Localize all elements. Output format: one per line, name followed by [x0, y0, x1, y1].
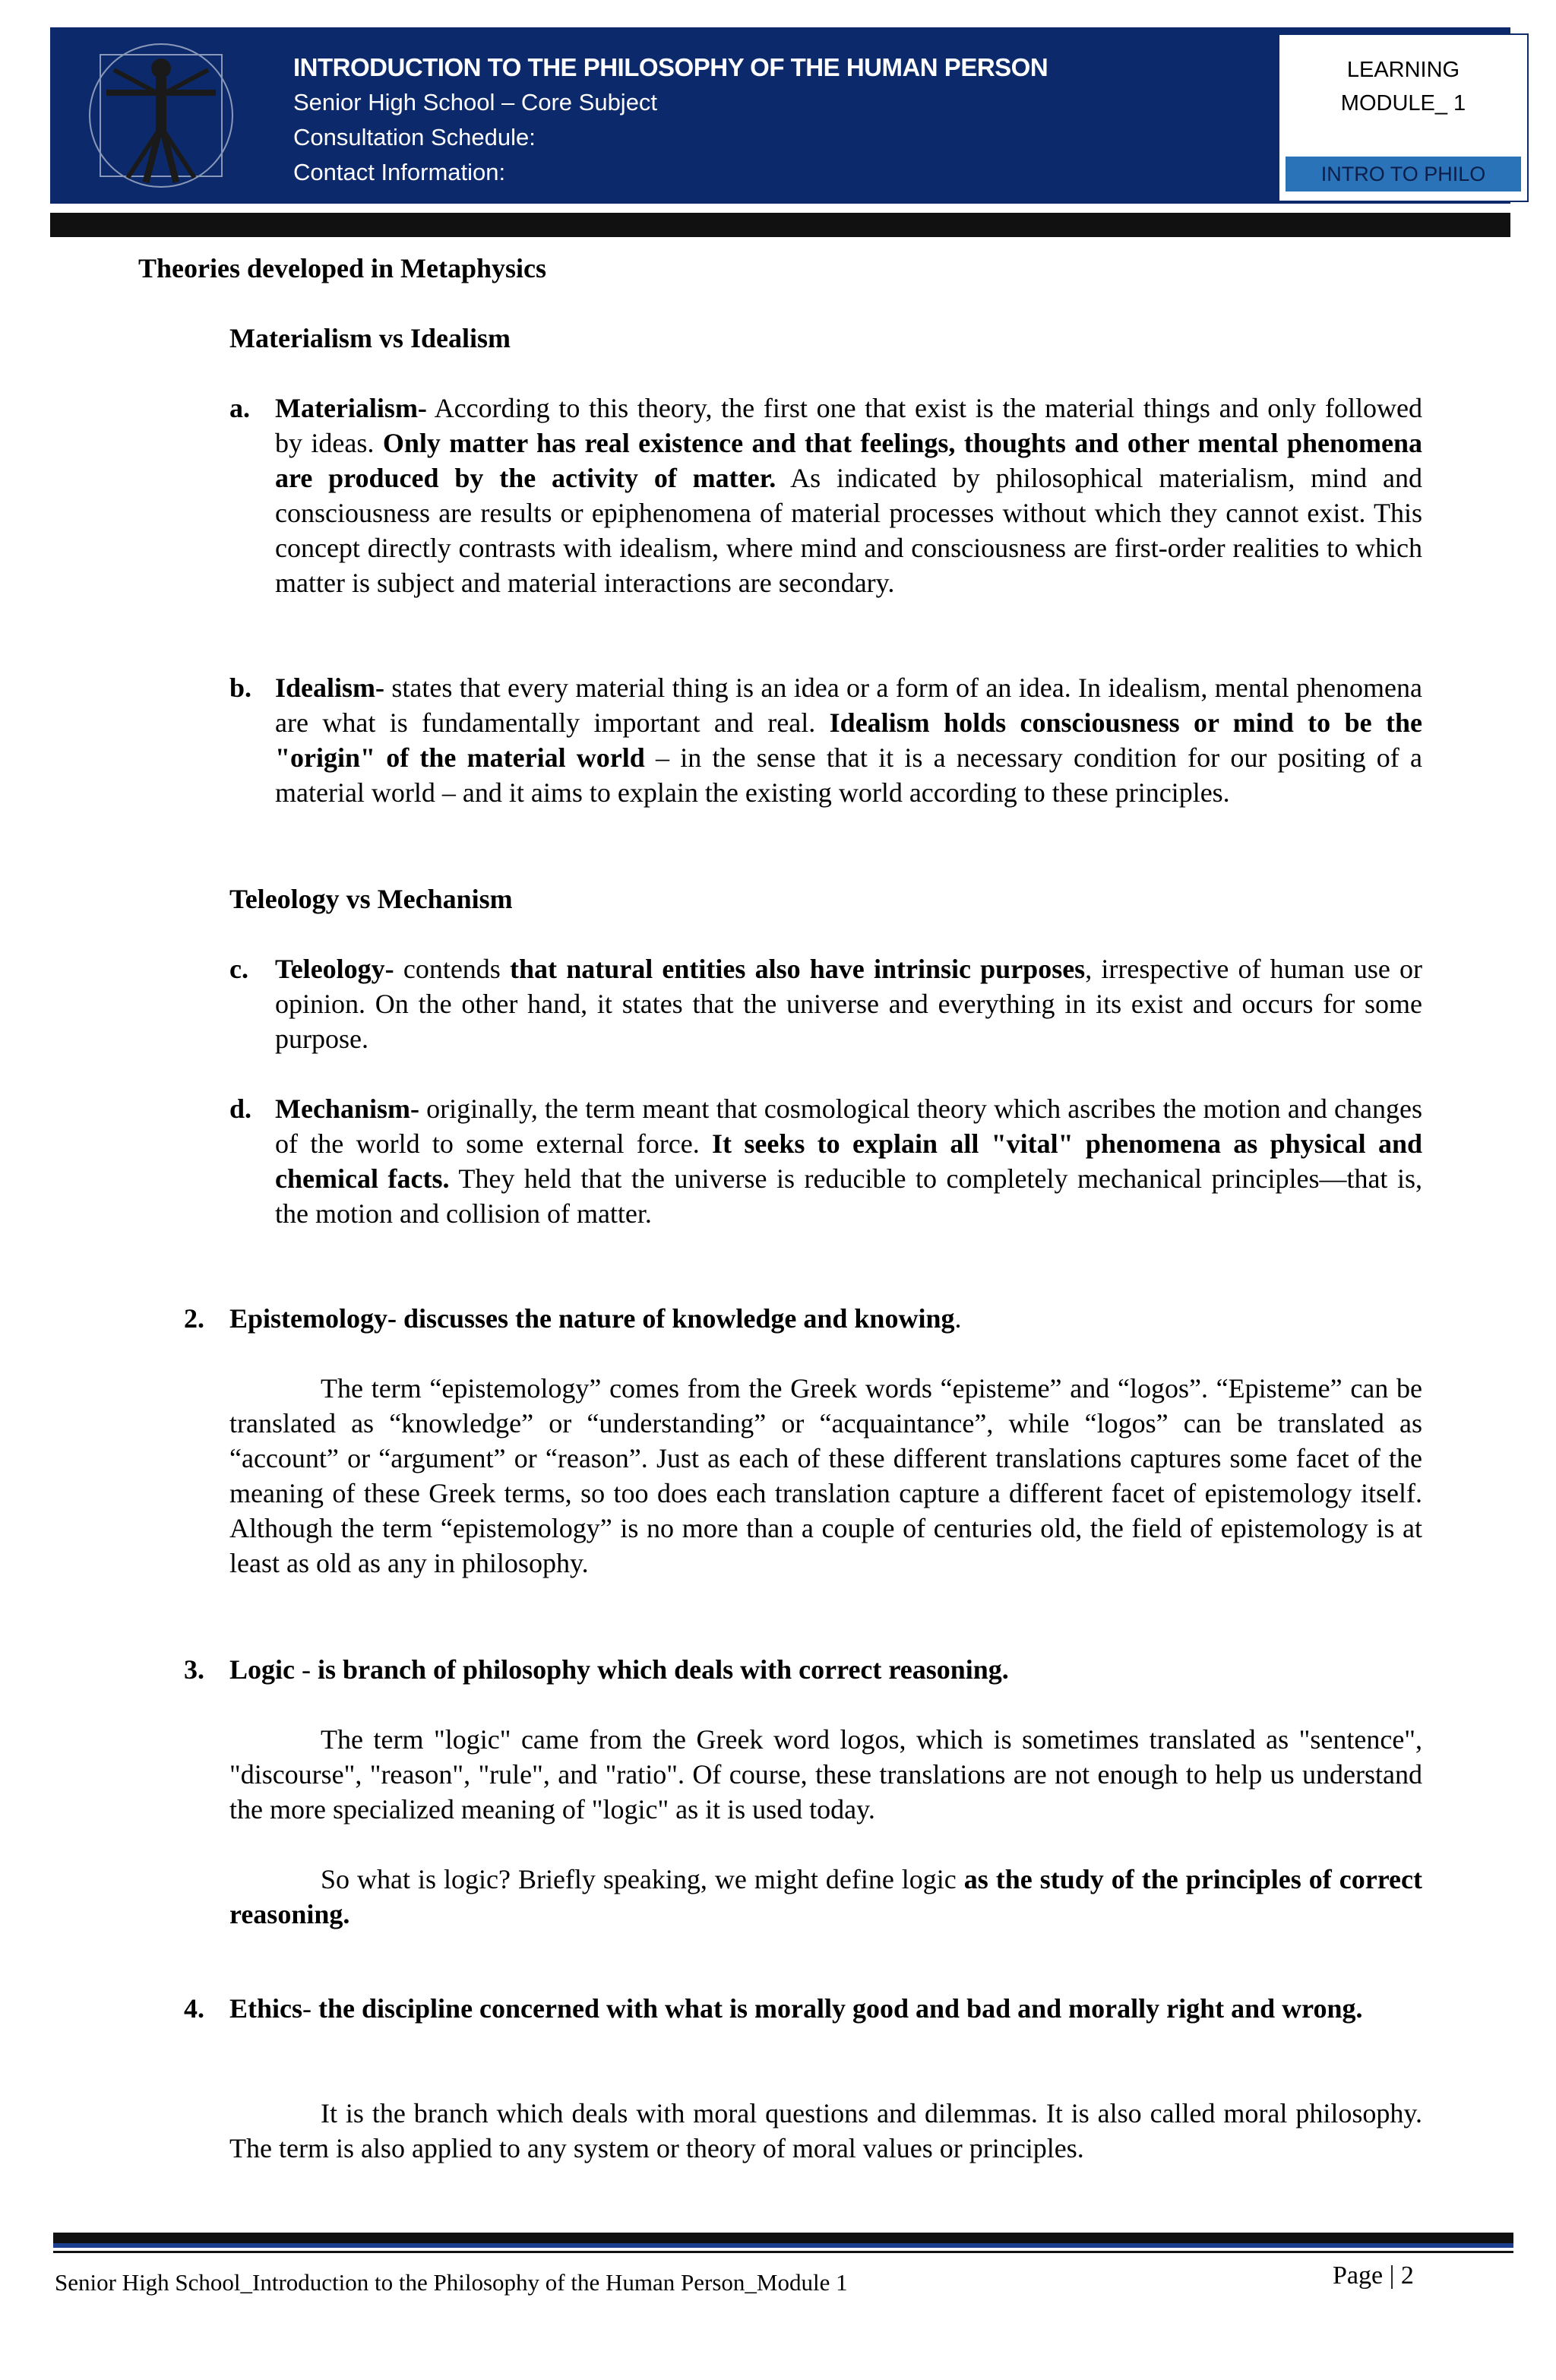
list-item-materialism — [229, 391, 1422, 600]
list-label: c. — [229, 954, 248, 984]
section-heading: Theories developed in Metaphysics — [138, 253, 546, 283]
footer-divider-thin — [53, 2251, 1513, 2253]
header-text — [293, 50, 1048, 190]
list-item-idealism — [229, 670, 1422, 810]
module-header — [50, 27, 1510, 204]
section-title — [229, 1991, 1422, 2026]
text: states that every material thing is an idea or a form of an idea. In idealism, mental phenomena are what is fundamentally important and real. — [275, 673, 1422, 738]
list-label: a. — [229, 393, 250, 423]
list-item-teleology — [229, 951, 1422, 1056]
text: originally, the term meant that cosmological theory which ascribes the motion and changes of the world to some external force. — [275, 1093, 1422, 1159]
subheading-materialism-idealism: Materialism vs Idealism — [229, 323, 511, 353]
text: They held that the universe is reducible to completely mechanical principles—that is, the motion and collision of matter. — [275, 1163, 1422, 1229]
bold-text: as the study of the principles of correct reasoning. — [229, 1864, 1422, 1929]
footer-module-title: Senior High School_Introduction to the Philosophy of the Human Person_Module 1 — [55, 2269, 848, 2296]
text: – in the sense that it is a necessary condition for our positing of a material world – and it aims to explain the existing world according to these principles. — [275, 742, 1423, 808]
text: contends — [394, 954, 511, 984]
bold-text: It seeks to explain all "vital" phenomena as physical and chemical facts. — [275, 1128, 1423, 1194]
module-badge — [1278, 33, 1529, 202]
text: As indicated by philosophical materialism, mind and consciousness are results or epiphenomena of material processes without which they cannot exist. This concept directly contrasts with idealism, where mind and consciousness are first-order realities to which matter is subject and material interactions are secondary. — [275, 463, 1422, 598]
term: Materialism- — [275, 393, 427, 423]
list-body — [275, 670, 1422, 810]
course-title: INTRODUCTION TO THE PHILOSOPHY OF THE HUMAN PERSON — [293, 53, 1048, 81]
badge-line-2: MODULE_ 1 — [1340, 91, 1466, 116]
term: Mechanism- — [275, 1093, 419, 1124]
course-subtitle: Senior High School – Core Subject — [293, 89, 658, 116]
paragraph-logic-2 — [229, 1862, 1422, 1932]
list-label: d. — [229, 1093, 252, 1124]
section-title — [229, 1652, 1422, 1687]
term: Ethics — [229, 1993, 303, 2024]
section-number: 4. — [184, 1993, 204, 2024]
text: According to this theory, the first one that exist is the material things and only followed by ideas. — [275, 393, 1422, 458]
list-body — [275, 951, 1422, 1056]
term: Idealism- — [275, 673, 384, 703]
badge-line-1: LEARNING — [1346, 58, 1460, 82]
list-label: b. — [229, 673, 252, 703]
subheading-teleology-mechanism: Teleology vs Mechanism — [229, 884, 513, 914]
bold-text: Epistemology- discusses the nature of knowledge and knowing — [229, 1303, 955, 1334]
section-number: 3. — [184, 1654, 204, 1685]
bold-text: Idealism holds consciousness or mind to be the "origin" of the material world — [275, 707, 1422, 773]
page-number: Page | 2 — [1333, 2261, 1414, 2290]
list-item-mechanism — [229, 1091, 1422, 1231]
term: Teleology- — [275, 954, 394, 984]
consultation-schedule: Consultation Schedule: — [293, 124, 536, 150]
section-logic — [184, 1652, 1422, 1687]
header-divider-thick — [50, 213, 1510, 237]
bold-text: is branch of philosophy which deals with correct reasoning. — [318, 1654, 1009, 1685]
bold-text: that natural entities also have intrinsic purposes — [510, 954, 1086, 984]
paragraph-epistemology: The term “epistemology” comes from the Greek words “episteme” and “logos”. “Episteme” can be translated as “knowledge” or “understanding” or “acquaintance”, while “logos” can be translated as “account” or “argument” or “reason”. Just as each of these different translations captures some facet of the meaning of these Greek terms, so too does each translation capture a different facet of epistemology itself. Although the term “epistemology” is no more than a couple of centuries old, the field of epistemology is at least as old as any in philosophy. — [229, 1373, 1422, 1578]
paragraph-logic-1: The term "logic" came from the Greek word logos, which is sometimes translated as "sentence", "discourse", "reason", "rule", and "ratio". Of course, these translations are not enough to help us understand the more specialized meaning of "logic" as it is used today. — [229, 1724, 1422, 1825]
text: , irrespective of human use or opinion. On the other hand, it states that the universe and everything in its exist and occurs for some purpose. — [275, 954, 1423, 1054]
section-number: 2. — [184, 1303, 204, 1334]
term: Logic — [229, 1654, 295, 1685]
text: - — [302, 1993, 319, 2024]
list-body — [275, 1091, 1422, 1231]
badge-label — [1279, 35, 1527, 149]
badge-tag: INTRO TO PHILO — [1286, 157, 1521, 191]
section-ethics — [184, 1991, 1422, 2026]
vitruvian-man-icon — [84, 40, 239, 191]
section-epistemology — [184, 1301, 1422, 1336]
text: . — [954, 1303, 962, 1334]
footer-divider-thick — [53, 2233, 1513, 2243]
text: - — [295, 1654, 318, 1685]
bold-text: Only matter has real existence and that feelings, thoughts and other mental phenomena are produced by the activity of matter. — [275, 428, 1422, 493]
header-divider-thin — [50, 204, 1510, 210]
footer-divider-blue — [53, 2243, 1513, 2248]
text: So what is logic? Briefly speaking, we might define logic — [321, 1864, 964, 1894]
contact-information: Contact Information: — [293, 159, 506, 185]
list-body — [275, 391, 1422, 600]
paragraph-ethics: It is the branch which deals with moral questions and dilemmas. It is also called moral philosophy. The term is also applied to any system or theory of moral values or principles. — [229, 2098, 1422, 2163]
bold-text: the discipline concerned with what is morally good and bad and morally right and wrong. — [318, 1993, 1363, 2024]
section-title — [229, 1301, 1422, 1336]
